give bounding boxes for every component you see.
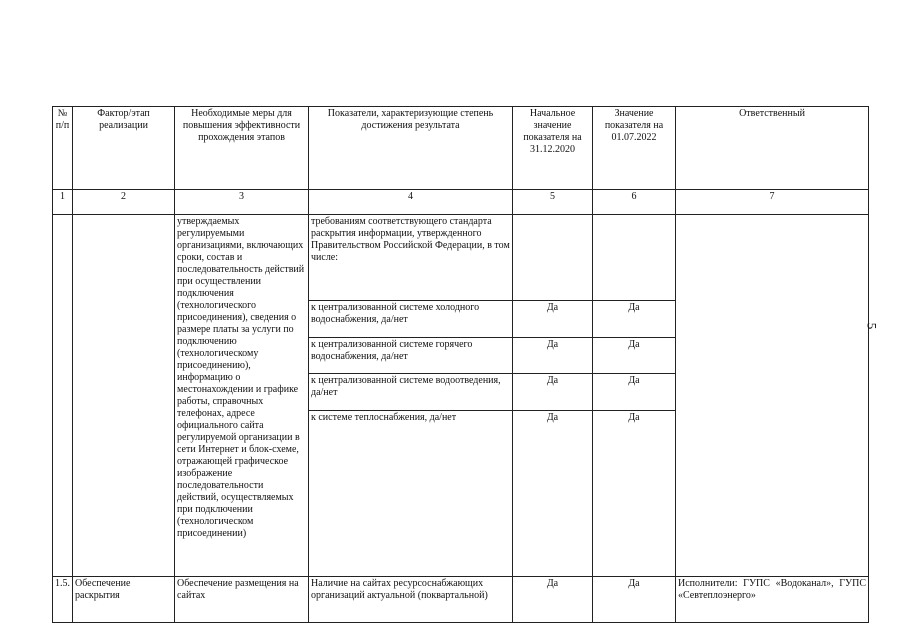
- header-factor: Фактор/этап реализации: [73, 107, 175, 190]
- value-cell: Да: [593, 374, 676, 411]
- indicator-cell: к системе теплоснабжения, да/нет: [309, 411, 513, 577]
- indicator-cell: к централизованной системе холодного водоснабжения, да/нет: [309, 301, 513, 338]
- col-number: 1: [53, 190, 73, 215]
- column-number-row: [53, 190, 869, 215]
- start-value-cell: Да: [513, 411, 593, 577]
- indicator-cell: к централизованной системе горячего водоснабжения, да/нет: [309, 338, 513, 374]
- table-row: [53, 215, 869, 301]
- header-start-value: Начальное значение показателя на 31.12.2020: [513, 107, 593, 190]
- col-number: 4: [309, 190, 513, 215]
- responsible-cell: Исполнители: ГУПС «Водоканал», ГУПС «Севтеплоэнерго»: [676, 577, 869, 623]
- col-number: 5: [513, 190, 593, 215]
- value-cell: Да: [593, 338, 676, 374]
- measures-table: [52, 106, 869, 623]
- empty-cell: [513, 215, 593, 301]
- header-number: № п/п: [53, 107, 73, 190]
- header-value: Значение показателя на 01.07.2022: [593, 107, 676, 190]
- start-value-cell: Да: [513, 338, 593, 374]
- empty-cell: [593, 215, 676, 301]
- indicator-cell: Наличие на сайтах ресурсоснабжающих организаций актуальной (поквартальной): [309, 577, 513, 623]
- table-row: [53, 577, 869, 623]
- col-number: 2: [73, 190, 175, 215]
- header-measures: Необходимые меры для повышения эффективности прохождения этапов: [175, 107, 309, 190]
- empty-responsible-cell: [676, 215, 869, 577]
- empty-number-cell: [53, 215, 73, 577]
- col-number: 3: [175, 190, 309, 215]
- col-number: 6: [593, 190, 676, 215]
- header-responsible: Ответственный: [676, 107, 869, 190]
- measures-cell: утверждаемых регулируемыми организациями, включающих сроки, состав и последовательность действий при осуществлении подключения (технологического присоединения), сведения о размере платы за услуги по подключению (технологическому присоединению), информацию о местонахождении и графике работы, справочных телефонах, адресе официального сайта регулируемой организации в сети Интернет и блок-схеме, отражающей графическое изображение последовательности действий, осуществляемых при подключении (технологическом присоединении): [175, 215, 309, 577]
- page-number: 5: [864, 322, 880, 330]
- header-indicators: Показатели, характеризующие степень достижения результата: [309, 107, 513, 190]
- start-value-cell: Да: [513, 374, 593, 411]
- factor-cell: Обеспечение раскрытия: [73, 577, 175, 623]
- indicator-cell: к централизованной системе водоотведения, да/нет: [309, 374, 513, 411]
- col-number: 7: [676, 190, 869, 215]
- empty-factor-cell: [73, 215, 175, 577]
- value-cell: Да: [593, 301, 676, 338]
- indicator-intro-cell: требованиям соответствующего стандарта раскрытия информации, утвержденного Правительством Российской Федерации, в том числе:: [309, 215, 513, 301]
- row-number-cell: 1.5.: [53, 577, 73, 623]
- header-row: [53, 107, 869, 190]
- value-cell: Да: [593, 411, 676, 577]
- value-cell: Да: [593, 577, 676, 623]
- start-value-cell: Да: [513, 301, 593, 338]
- measures-cell: Обеспечение размещения на сайтах: [175, 577, 309, 623]
- start-value-cell: Да: [513, 577, 593, 623]
